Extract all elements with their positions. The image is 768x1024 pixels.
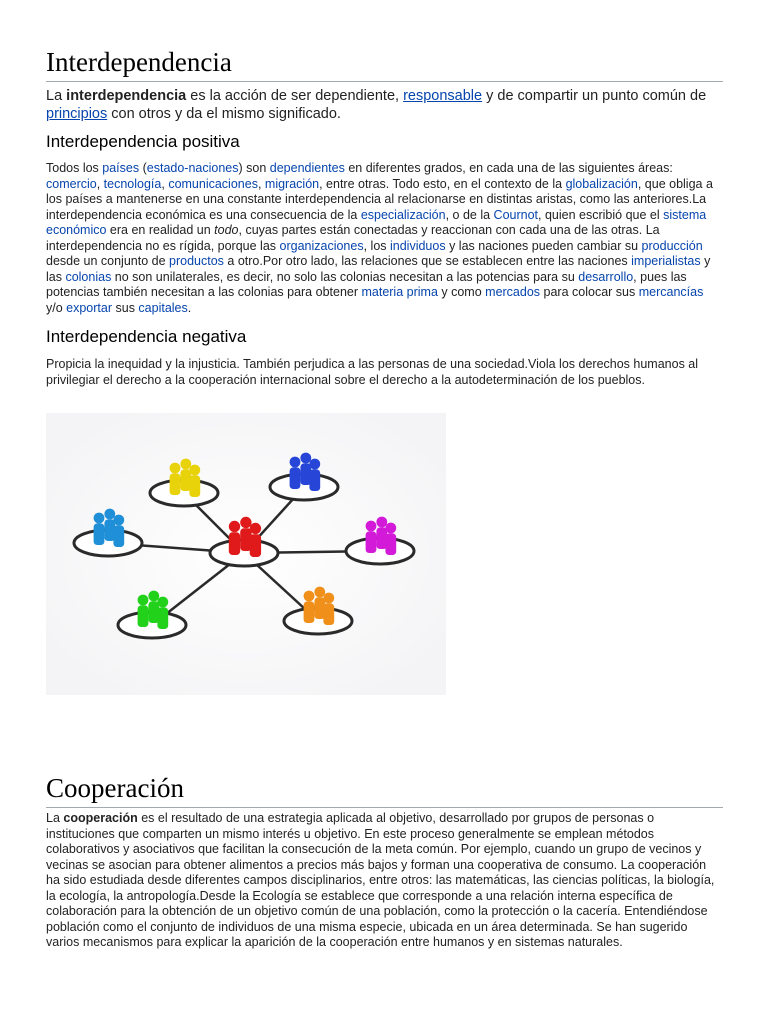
paragraph-text: y como xyxy=(437,285,486,299)
inline-link[interactable]: especialización xyxy=(360,207,446,222)
paragraph-text: era en realidad un xyxy=(106,223,215,237)
paragraph-text: a otro.Por otro lado, las relaciones que se establecen entre las naciones xyxy=(223,254,632,268)
inline-link[interactable]: dependientes xyxy=(269,161,345,175)
coop-text: es el resultado de una estrategia aplicada al objetivo, desarrollado por grupos de personas o instituciones que comparten un mismo interés u objetivo. En este proceso generalmente se emplean métodos colaborativos y asociativos que facilitan la consecución de la meta común. Por ejemplo, cuando un grupo de vecinos y vecinas se asocian para obtener alimentos a precios más bajos y forman una cooperativa de consumo. La cooperación ha sido estudiada desde diferentes campos disciplinarios, entre otros: las matemáticas, las ciencias políticas, la biología, la ecología, la antropología.Desde la Ecología se establece que corresponde a una relación interna específica de colaboración para la obtención de un objetivo común de una población, como la protección o la cacería. Entendiéndose población como el conjunto de individuos de una misma especie, ubicada en un área determinada. Se han sugerido varios mecanismos para explicar la aparición de la cooperación entre humanos y en sistemas naturales. xyxy=(46,811,715,949)
subsection-title-negativa: Interdependencia negativa xyxy=(46,327,247,346)
inline-link[interactable]: Cournot xyxy=(493,207,539,222)
paragraph-text: , que obliga a los países a mantenerse en una constante interdependencia al relacionarse en distintas aristas, como las anteriores.La interdependencia económica es una consecuencia de la xyxy=(46,176,713,222)
paragraph-text: Todos los xyxy=(46,161,103,175)
paragraph-text: , pues las potencias también necesitan a las colonias para obtener xyxy=(46,269,687,299)
person-body xyxy=(229,532,240,555)
inline-link[interactable]: productos xyxy=(169,254,224,268)
person-body xyxy=(189,475,200,497)
lead-bold-term: interdependencia xyxy=(66,88,187,104)
inline-link[interactable]: comercio xyxy=(46,176,97,191)
person-head xyxy=(240,517,251,528)
section-title-interdependencia: Interdependencia xyxy=(46,46,723,82)
person-head xyxy=(323,593,334,604)
inline-link[interactable]: imperialistas xyxy=(631,254,701,268)
inline-link[interactable]: colonias xyxy=(65,269,112,284)
person-head xyxy=(138,595,149,606)
person-head xyxy=(250,523,261,534)
inline-link[interactable]: globalización xyxy=(565,176,638,191)
inline-link[interactable]: estado-naciones xyxy=(146,161,239,175)
paragraph-text: y/o xyxy=(46,300,67,315)
inline-link[interactable]: mercancías xyxy=(638,285,704,299)
paragraph-cooperacion xyxy=(46,811,723,951)
person-head xyxy=(366,521,377,532)
inline-link[interactable]: materia prima xyxy=(361,285,438,299)
person-body xyxy=(94,523,105,545)
person-head xyxy=(304,591,315,602)
paragraph-text: . xyxy=(187,300,192,315)
person-head xyxy=(157,597,168,608)
network-people-illustration xyxy=(46,413,446,695)
paragraph-text: , xyxy=(257,176,265,191)
inline-link[interactable]: producción xyxy=(641,238,703,253)
lead-text: es la acción de ser dependiente, xyxy=(186,88,404,104)
person-body xyxy=(157,607,168,629)
lead-text: La xyxy=(46,88,67,104)
inline-link[interactable]: migración xyxy=(264,176,320,191)
person-body xyxy=(290,467,301,489)
paragraph-text: , quien escribió que el xyxy=(538,207,664,222)
network-figure xyxy=(46,413,446,695)
person-head xyxy=(113,515,124,526)
paragraph-text: sus xyxy=(112,300,139,315)
person-body xyxy=(138,605,149,627)
person-body xyxy=(385,533,396,555)
paragraph-text: y las xyxy=(46,254,711,284)
person-body xyxy=(170,473,181,495)
coop-text: La xyxy=(46,811,64,825)
paragraph-text: desde un conjunto de xyxy=(46,254,170,268)
inline-link[interactable]: exportar xyxy=(66,300,113,315)
paragraph-positiva xyxy=(46,161,723,316)
inline-link[interactable]: desarrollo xyxy=(578,269,634,284)
person-body xyxy=(309,469,320,491)
paragraph-text: ( xyxy=(139,161,147,175)
person-head xyxy=(376,517,387,528)
link-responsable[interactable]: responsable xyxy=(403,88,483,104)
paragraph-text: ) son xyxy=(238,161,270,175)
person-body xyxy=(366,531,377,553)
person-head xyxy=(290,457,301,468)
inline-link[interactable]: sistema económico xyxy=(46,207,707,237)
person-head xyxy=(148,591,159,602)
person-head xyxy=(189,465,200,476)
person-head xyxy=(385,523,396,534)
paragraph-text: y las naciones pueden cambiar su xyxy=(445,238,642,253)
person-head xyxy=(170,463,181,474)
person-body xyxy=(250,534,261,557)
paragraph-text: , los xyxy=(363,238,390,253)
person-head xyxy=(309,459,320,470)
person-body xyxy=(323,603,334,625)
paragraph-text: , xyxy=(161,176,169,191)
person-head xyxy=(300,453,311,464)
inline-link[interactable]: individuos xyxy=(390,238,446,253)
person-head xyxy=(180,459,191,470)
inline-link[interactable]: capitales xyxy=(138,300,188,315)
link-principios[interactable]: principios xyxy=(46,106,108,122)
person-head xyxy=(104,509,115,520)
person-head xyxy=(94,513,105,524)
inline-link[interactable]: mercados xyxy=(485,285,541,299)
section-title-cooperacion: Cooperación xyxy=(46,772,723,808)
lead-text: y de compartir un punto común de xyxy=(482,88,707,104)
inline-link[interactable]: comunicaciones xyxy=(168,176,258,191)
paragraph-text: , entre otras. Todo esto, en el contexto de la xyxy=(319,176,566,191)
inline-link[interactable]: tecnología xyxy=(103,176,162,191)
lead-text: con otros y da el mismo significado. xyxy=(107,106,341,122)
paragraph-text: , xyxy=(96,176,104,191)
paragraph-negativa: Propicia la inequidad y la injusticia. También perjudica a las personas de una sociedad.Viola los derechos humanos al privilegiar el derecho a la cooperación internacional sobre el derecho a la autodeterminación de los pueblos. xyxy=(46,357,699,387)
coop-bold-term: cooperación xyxy=(63,811,138,825)
paragraph-text: , o de la xyxy=(445,207,494,222)
subsection-title-positiva: Interdependencia positiva xyxy=(46,132,240,151)
paragraph-text: no son unilaterales, es decir, no solo las colonias necesitan a las potencias para su xyxy=(111,269,579,284)
person-body xyxy=(113,525,124,547)
italic-term: todo xyxy=(214,223,239,237)
lead-paragraph xyxy=(46,87,723,123)
inline-link[interactable]: organizaciones xyxy=(279,238,364,253)
person-head xyxy=(229,521,240,532)
paragraph-text: en diferentes grados, en cada una de las siguientes áreas: xyxy=(344,161,673,175)
person-head xyxy=(314,587,325,598)
paragraph-text: , cuyas partes están conectadas y reaccionan con cada una de las otras. La interdependencia no es rígida, porque las xyxy=(46,223,660,253)
paragraph-text: para colocar sus xyxy=(540,285,639,299)
person-body xyxy=(304,601,315,623)
inline-link[interactable]: países xyxy=(102,161,140,175)
